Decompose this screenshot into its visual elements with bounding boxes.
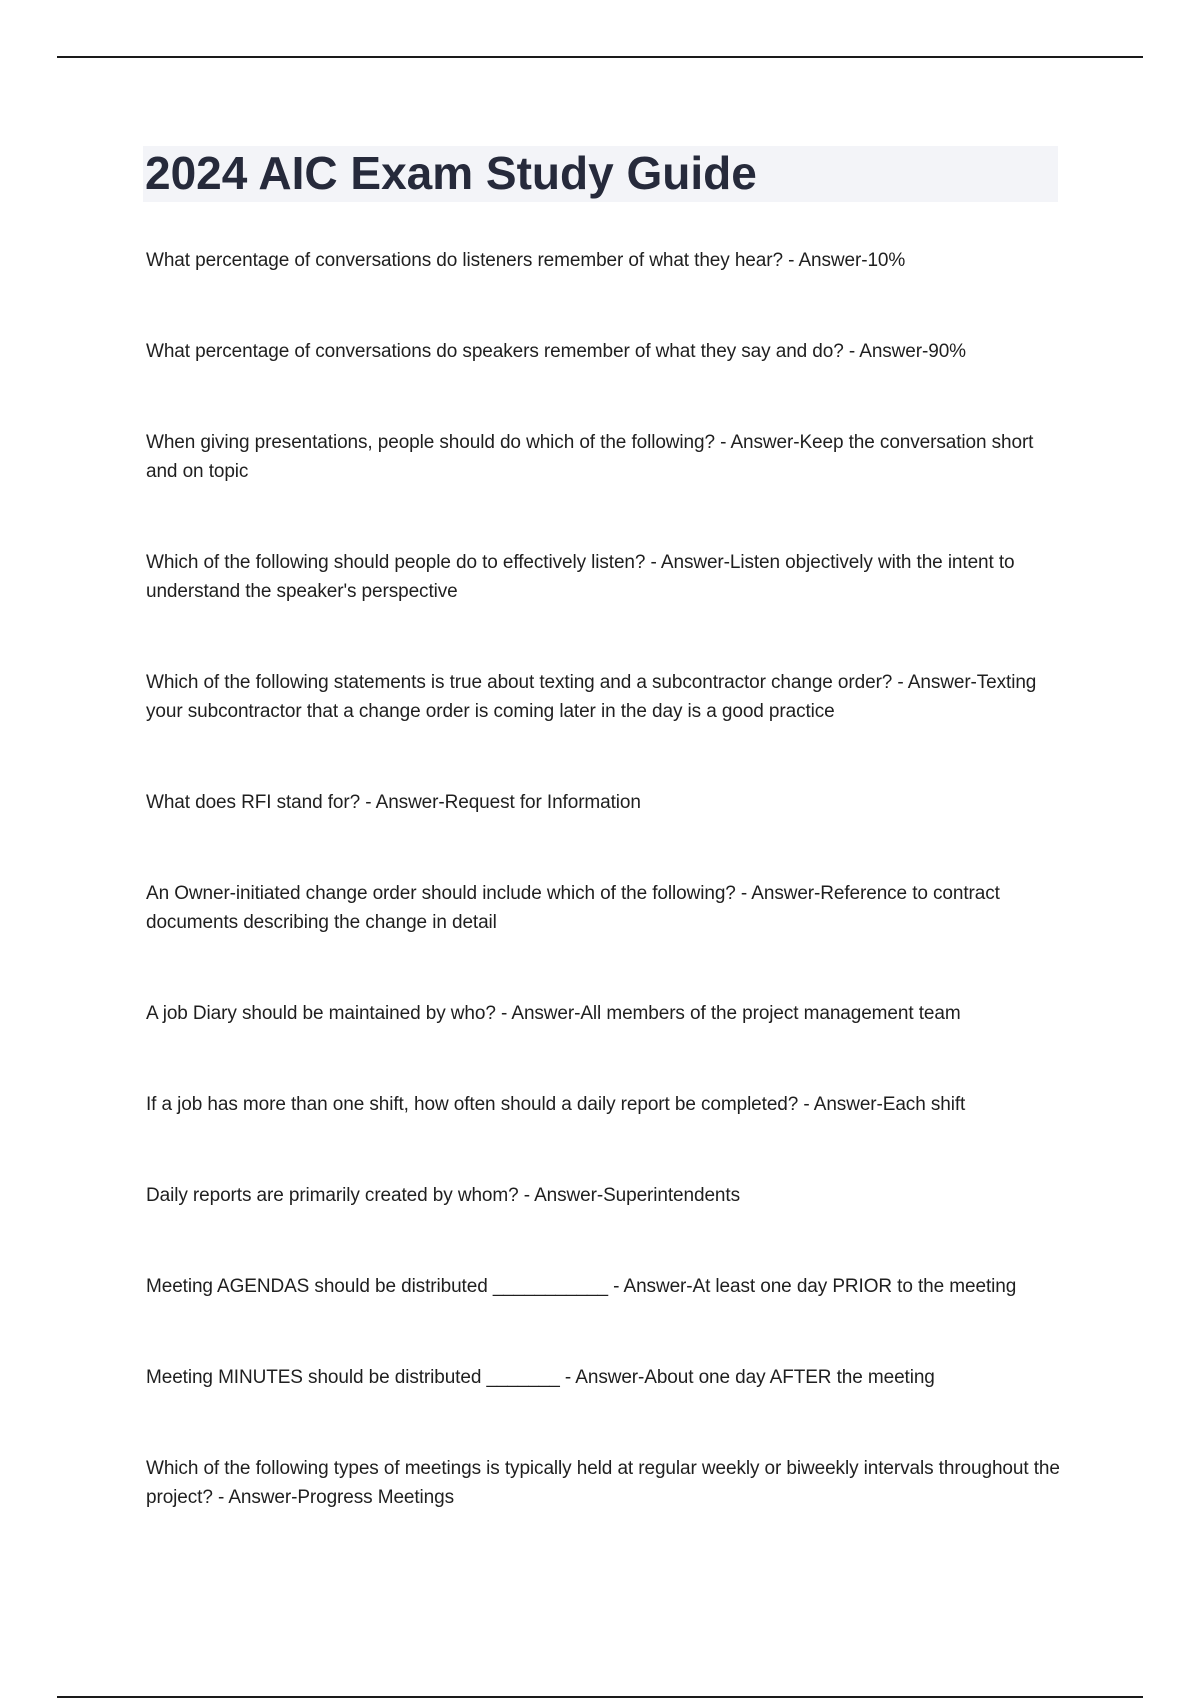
qa-item-3: When giving presentations, people should do which of the following? - Answer-Keep the conversation short and on topic <box>146 432 1034 482</box>
qa-item-9: If a job has more than one shift, how often should a daily report be completed? - Answer-Each shift <box>146 1094 966 1115</box>
page-title: 2024 AIC Exam Study Guide <box>145 147 757 199</box>
qa-item-2: What percentage of conversations do speakers remember of what they say and do? - Answer-90% <box>146 341 966 362</box>
qa-item-1: What percentage of conversations do listeners remember of what they hear? - Answer-10% <box>146 250 906 271</box>
qa-item-10: Daily reports are primarily created by whom? - Answer-Superintendents <box>146 1185 740 1206</box>
qa-item-12: Meeting MINUTES should be distributed _______ - Answer-About one day AFTER the meeting <box>146 1367 935 1388</box>
qa-list <box>146 246 1066 1512</box>
qa-item-7: An Owner-initiated change order should include which of the following? - Answer-Reference to contract documents describing the change in detail <box>146 883 1000 933</box>
qa-item-13: Which of the following types of meetings is typically held at regular weekly or biweekly intervals throughout the project? - Answer-Progress Meetings <box>146 1458 1060 1508</box>
qa-item-8: A job Diary should be maintained by who? - Answer-All members of the project management team <box>146 1003 961 1024</box>
qa-item-4: Which of the following should people do to effectively listen? - Answer-Listen objectively with the intent to understand the speaker's perspective <box>146 552 1015 602</box>
qa-item-5: Which of the following statements is true about texting and a subcontractor change order? - Answer-Texting your subcontractor that a change order is coming later in the day is a good practice <box>146 672 1037 722</box>
bottom-divider <box>57 1696 1143 1698</box>
qa-item-6: What does RFI stand for? - Answer-Request for Information <box>146 792 641 813</box>
qa-item-11: Meeting AGENDAS should be distributed ___________ - Answer-At least one day PRIOR to the meeting <box>146 1276 1017 1297</box>
top-divider <box>57 56 1143 58</box>
